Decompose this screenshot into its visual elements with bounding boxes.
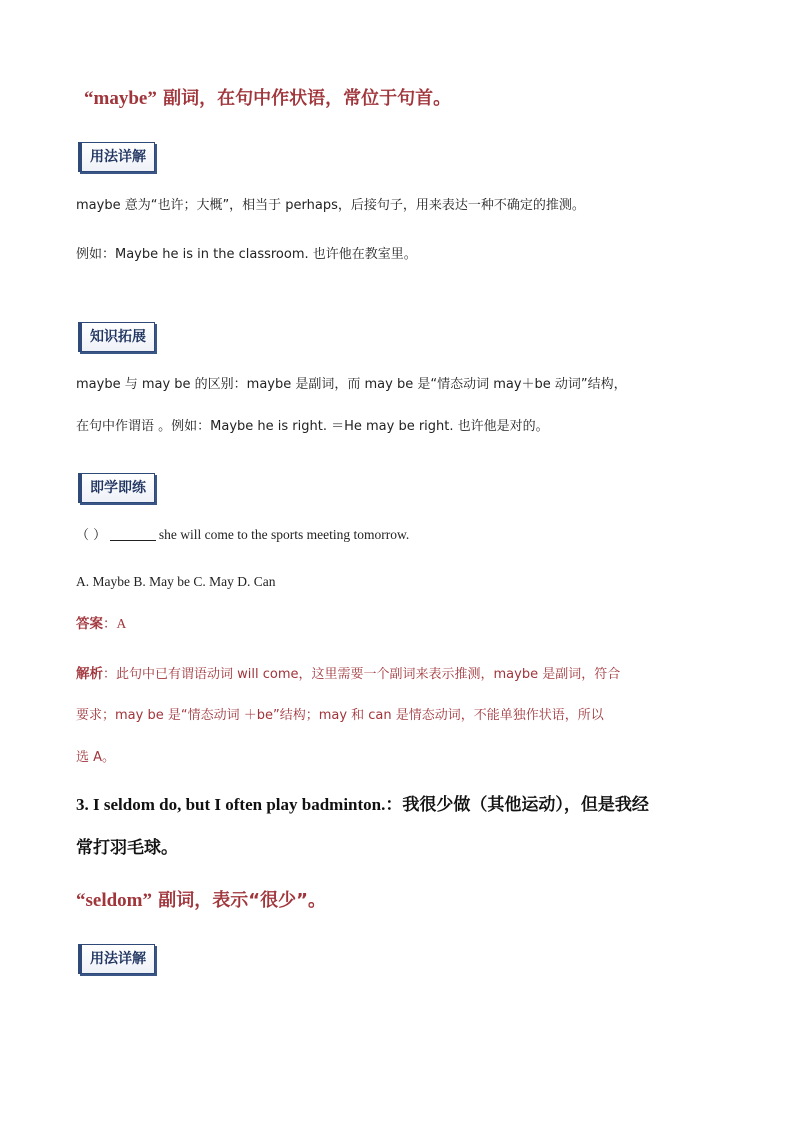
answer-value: ：A <box>103 616 127 631</box>
analysis-line-1: 解析：此句中已有谓语动词 will come，这里需要一个副词来表示推测，maybe 是副词，符合 <box>76 666 621 682</box>
analysis-line-3: 选 A。 <box>76 750 116 765</box>
seldom-heading <box>76 886 326 912</box>
sentence-3-english: 3. I seldom do, but I often play badminton.： <box>76 795 403 814</box>
usage-line: maybe 意为“也许；大概”，相当于 perhaps，后接句子，用来表达一种不确定的推测。 <box>76 198 585 213</box>
extend-line-2: 在句中作谓语 。例如：Maybe he is right. ＝He may be right. 也许他是对的。 <box>76 419 549 434</box>
seldom-heading-quote: “seldom” <box>76 890 152 911</box>
extend-badge: 知识拓展 <box>78 322 155 352</box>
seldom-heading-rest: 副词，表示“很少”。 <box>158 890 326 911</box>
maybe-heading-quote: “maybe” <box>84 88 157 109</box>
question-bracket: （ ） <box>76 528 107 543</box>
practice-options: A. Maybe B. May be C. May D. Can <box>76 574 276 589</box>
practice-question <box>76 525 409 546</box>
extend-line-1: maybe 与 may be 的区别：maybe 是副词，而 may be 是“情态动词 may＋be 动词”结构， <box>76 377 627 392</box>
analysis-line-2: 要求；may be 是“情态动词 ＋be”结构；may 和 can 是情态动词，不能单独作状语，所以 <box>76 708 604 723</box>
question-text: she will come to the sports meeting tomorrow. <box>158 527 410 542</box>
sentence-3-line-2: 常打羽毛球。 <box>76 838 178 858</box>
answer-line <box>76 614 126 634</box>
maybe-heading <box>84 84 451 110</box>
question-blank <box>110 526 156 541</box>
maybe-heading-rest: 副词，在句中作状语，常位于句首。 <box>163 88 452 109</box>
usage-badge-2: 用法详解 <box>78 944 155 974</box>
usage-example: 例如：Maybe he is in the classroom. 也许他在教室里。 <box>76 247 417 262</box>
usage-badge: 用法详解 <box>78 142 155 172</box>
practice-badge: 即学即练 <box>78 473 155 503</box>
sentence-3-line-1 <box>76 786 726 824</box>
sentence-3-chinese: 我很少做（其他运动），但是我经 <box>402 795 649 815</box>
analysis-label: 解析 <box>76 666 103 682</box>
answer-label: 答案 <box>76 616 103 632</box>
